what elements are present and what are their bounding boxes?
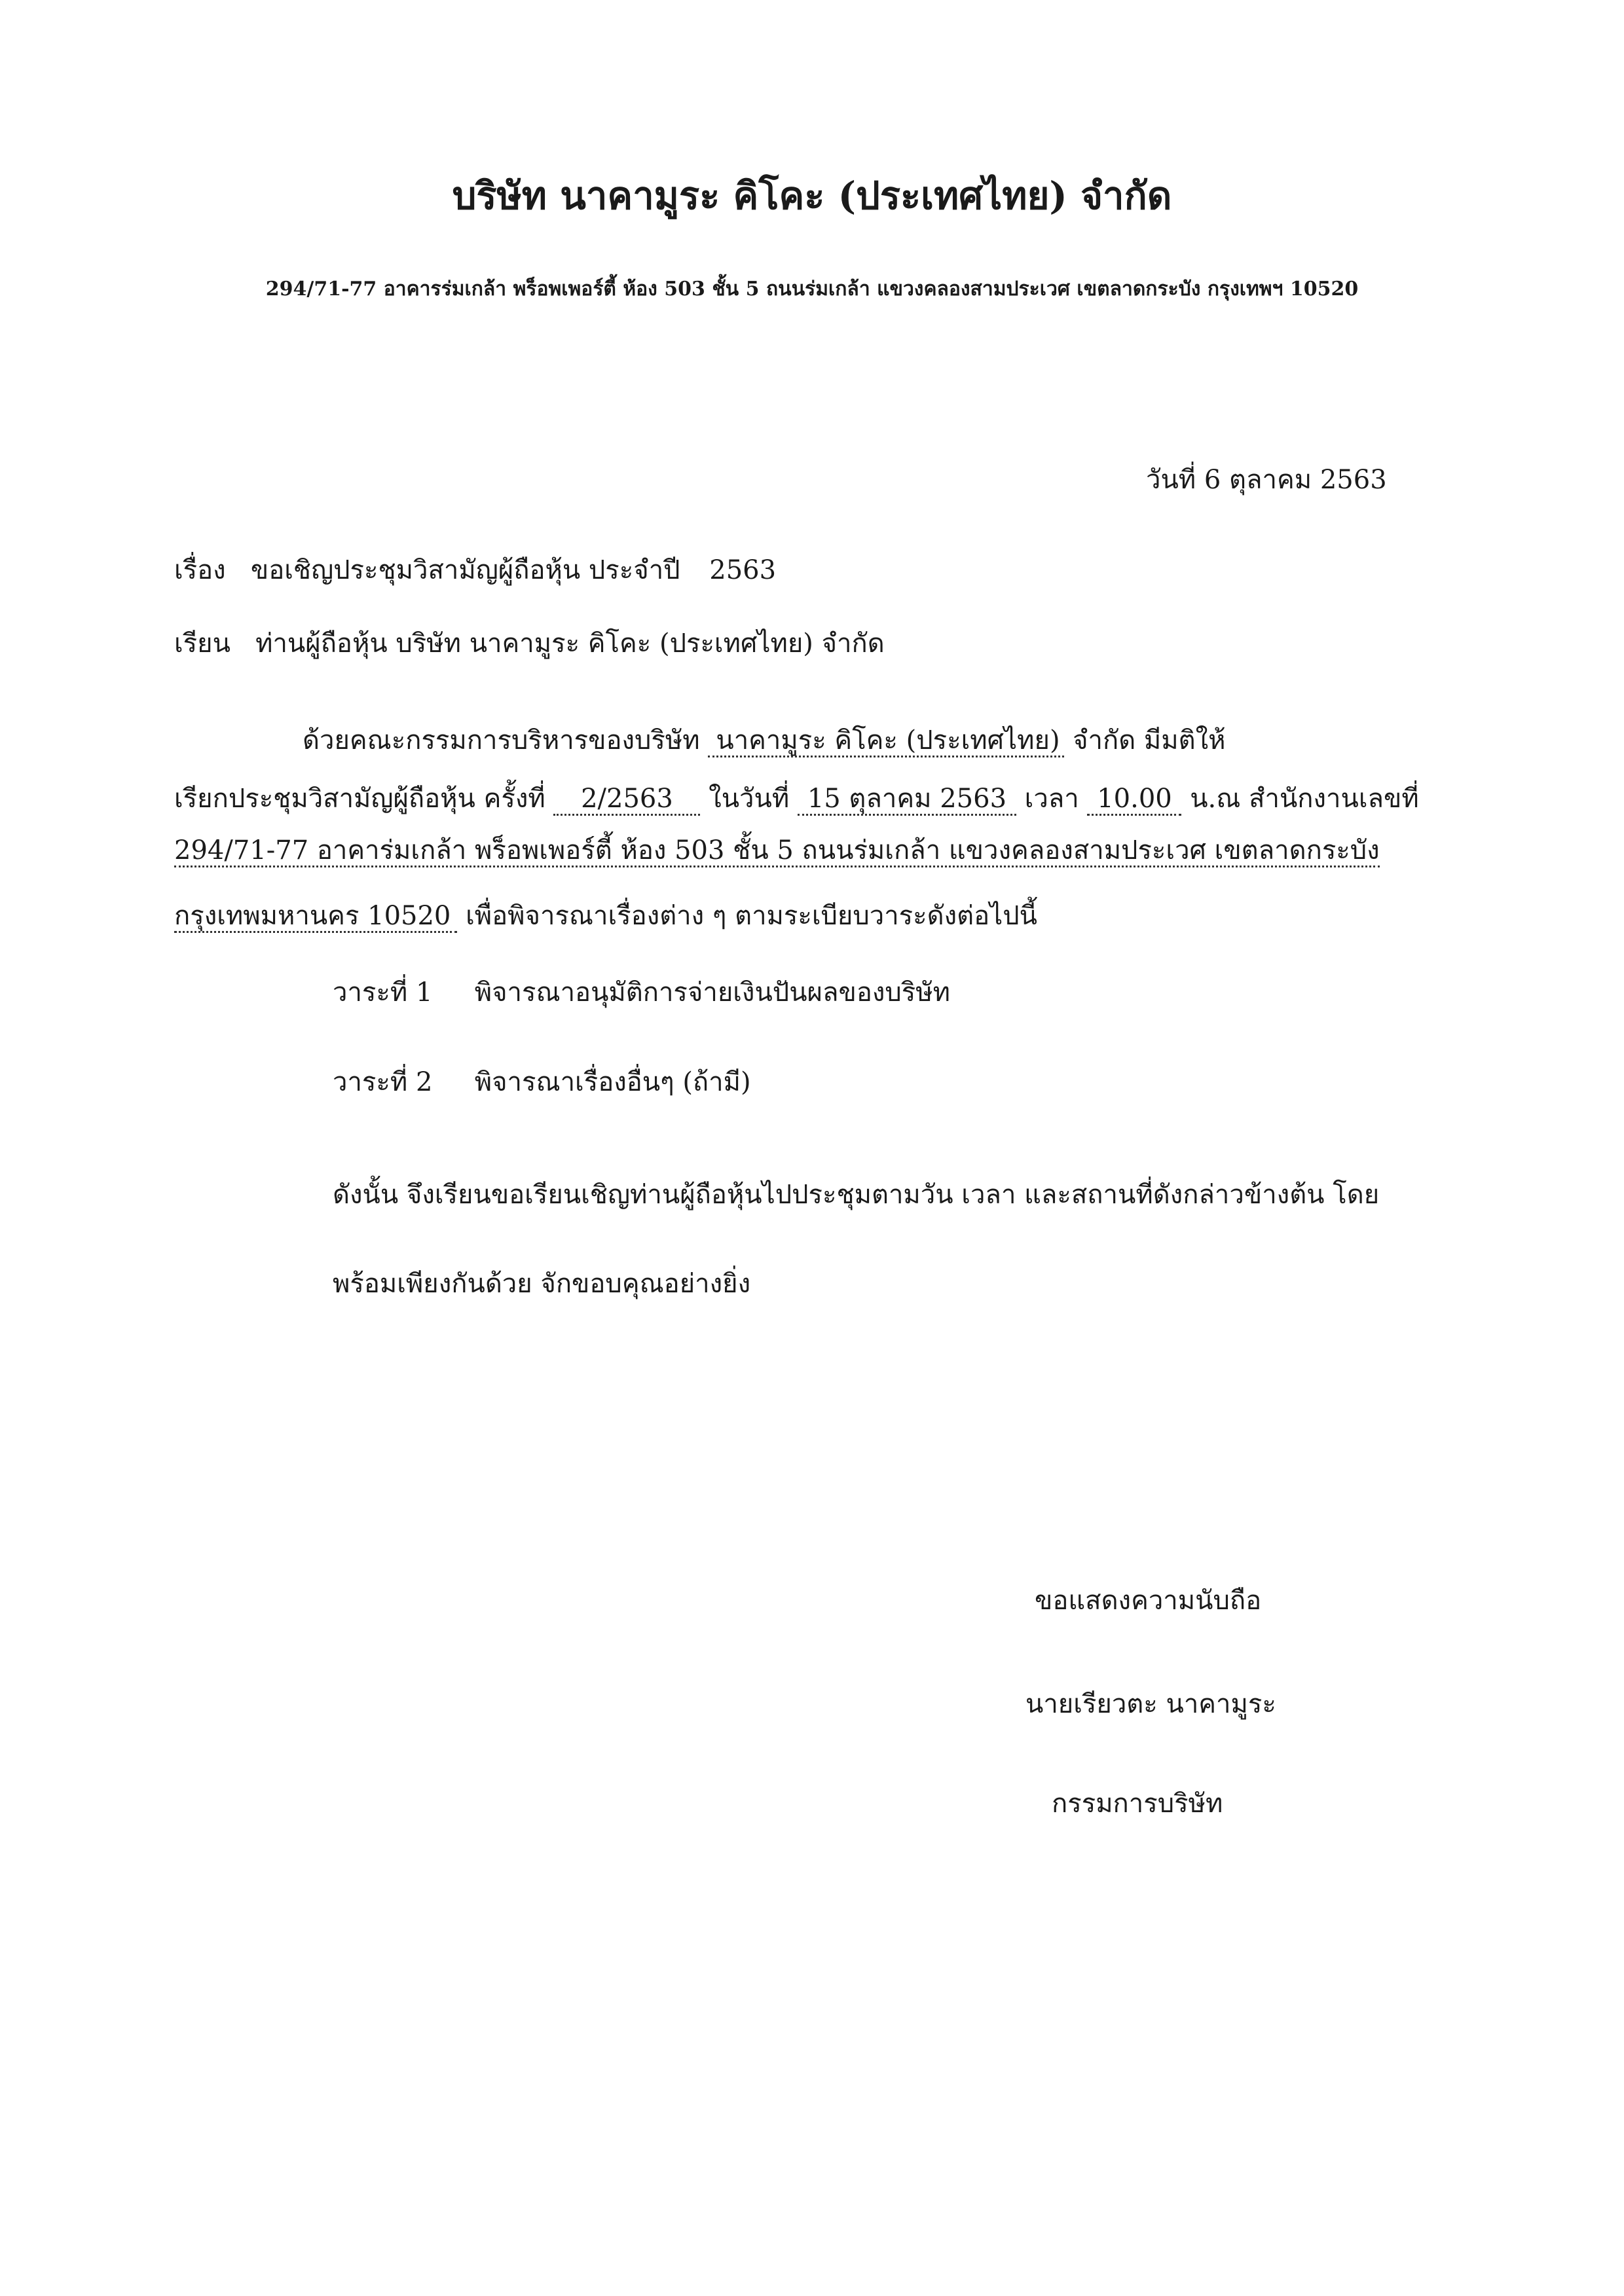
signature-position: กรรมการบริษัท (1052, 1789, 1223, 1819)
agenda-text: พิจารณาเรื่องอื่นๆ (ถ้ามี) (474, 1067, 751, 1097)
meeting-number-fill: 2/2563 (553, 784, 700, 816)
subject-line (174, 549, 776, 591)
subject-year: 2563 (709, 555, 777, 585)
signature-name: นายเรียวตะ นาคามูระ (1025, 1689, 1276, 1719)
company-address: 294/71-77 อาคารร่มเกล้า พร็อพเพอร์ตี้ ห้อง 503 ชั้น 5 ถนนร่มเกล้า แขวงคลองสามประเวศ เขตลาดกระบัง กรุงเทพฯ 10520 (265, 278, 1359, 301)
letter-date: วันที่ 6 ตุลาคม 2563 (1146, 465, 1387, 495)
subject-text: ขอเชิญประชุมวิสามัญผู้ถือหุ้น ประจำปี (250, 555, 680, 585)
purpose-text: เพื่อพิจารณาเรื่องต่าง ๆ ตามระเบียบวาระดังต่อไปนี้ (466, 901, 1037, 931)
agenda-text: พิจารณาอนุมัติการจ่ายเงินปันผลของบริษัท (474, 977, 950, 1008)
closing-line-2: พร้อมเพียงกันด้วย จักขอบคุณอย่างยิ่ง (333, 1269, 751, 1299)
venue-line-2-fill: กรุงเทพมหานคร 10520 (174, 901, 457, 933)
body-line-1 (303, 719, 1226, 761)
recipient-label: เรียน (174, 629, 231, 659)
body-line-4 (174, 894, 1037, 936)
agenda-item-1 (333, 971, 950, 1013)
on-date-label: ในวันที่ (709, 784, 790, 814)
meeting-date-fill: 15 ตุลาคม 2563 (798, 784, 1016, 816)
company-title: บริษัท นาคามูระ คิโคะ (ประเทศไทย) จำกัด (452, 173, 1172, 218)
venue-label: น.ณ สำนักงานเลขที่ (1190, 784, 1419, 814)
meeting-time-fill: 10.00 (1087, 784, 1181, 816)
call-meeting-text: เรียกประชุมวิสามัญผู้ถือหุ้น ครั้งที่ (174, 784, 545, 814)
agenda-label: วาระที่ 1 (333, 977, 433, 1008)
body-intro: ด้วยคณะกรรมการบริหารของบริษัท (303, 725, 700, 756)
recipient-text: ท่านผู้ถือหุ้น บริษัท นาคามูระ คิโคะ (ประเทศไทย) จำกัด (255, 629, 885, 659)
company-fill: นาคามูระ คิโคะ (ประเทศไทย) (708, 725, 1064, 757)
body-line-2 (174, 777, 1419, 819)
venue-line-1-fill: 294/71-77 อาคาร่มเกล้า พร็อพเพอร์ตี้ ห้อง 503 ชั้น 5 ถนนร่มเกล้า แขวงคลองสามประเวศ เขตลาดกระบัง (174, 835, 1380, 867)
time-label: เวลา (1024, 784, 1079, 814)
signature-regards: ขอแสดงความนับถือ (1035, 1586, 1262, 1616)
recipient-line (174, 622, 885, 664)
agenda-item-2 (333, 1061, 751, 1102)
body-line-3 (174, 835, 1380, 867)
body-resolved: จำกัด มีมติให้ (1073, 725, 1226, 756)
closing-line-1: ดังนั้น จึงเรียนขอเรียนเชิญท่านผู้ถือหุ้นไปประชุมตามวัน เวลา และสถานที่ดังกล่าวข้างต้น โดย (333, 1180, 1380, 1210)
agenda-label: วาระที่ 2 (333, 1067, 433, 1097)
subject-label: เรื่อง (174, 555, 226, 585)
